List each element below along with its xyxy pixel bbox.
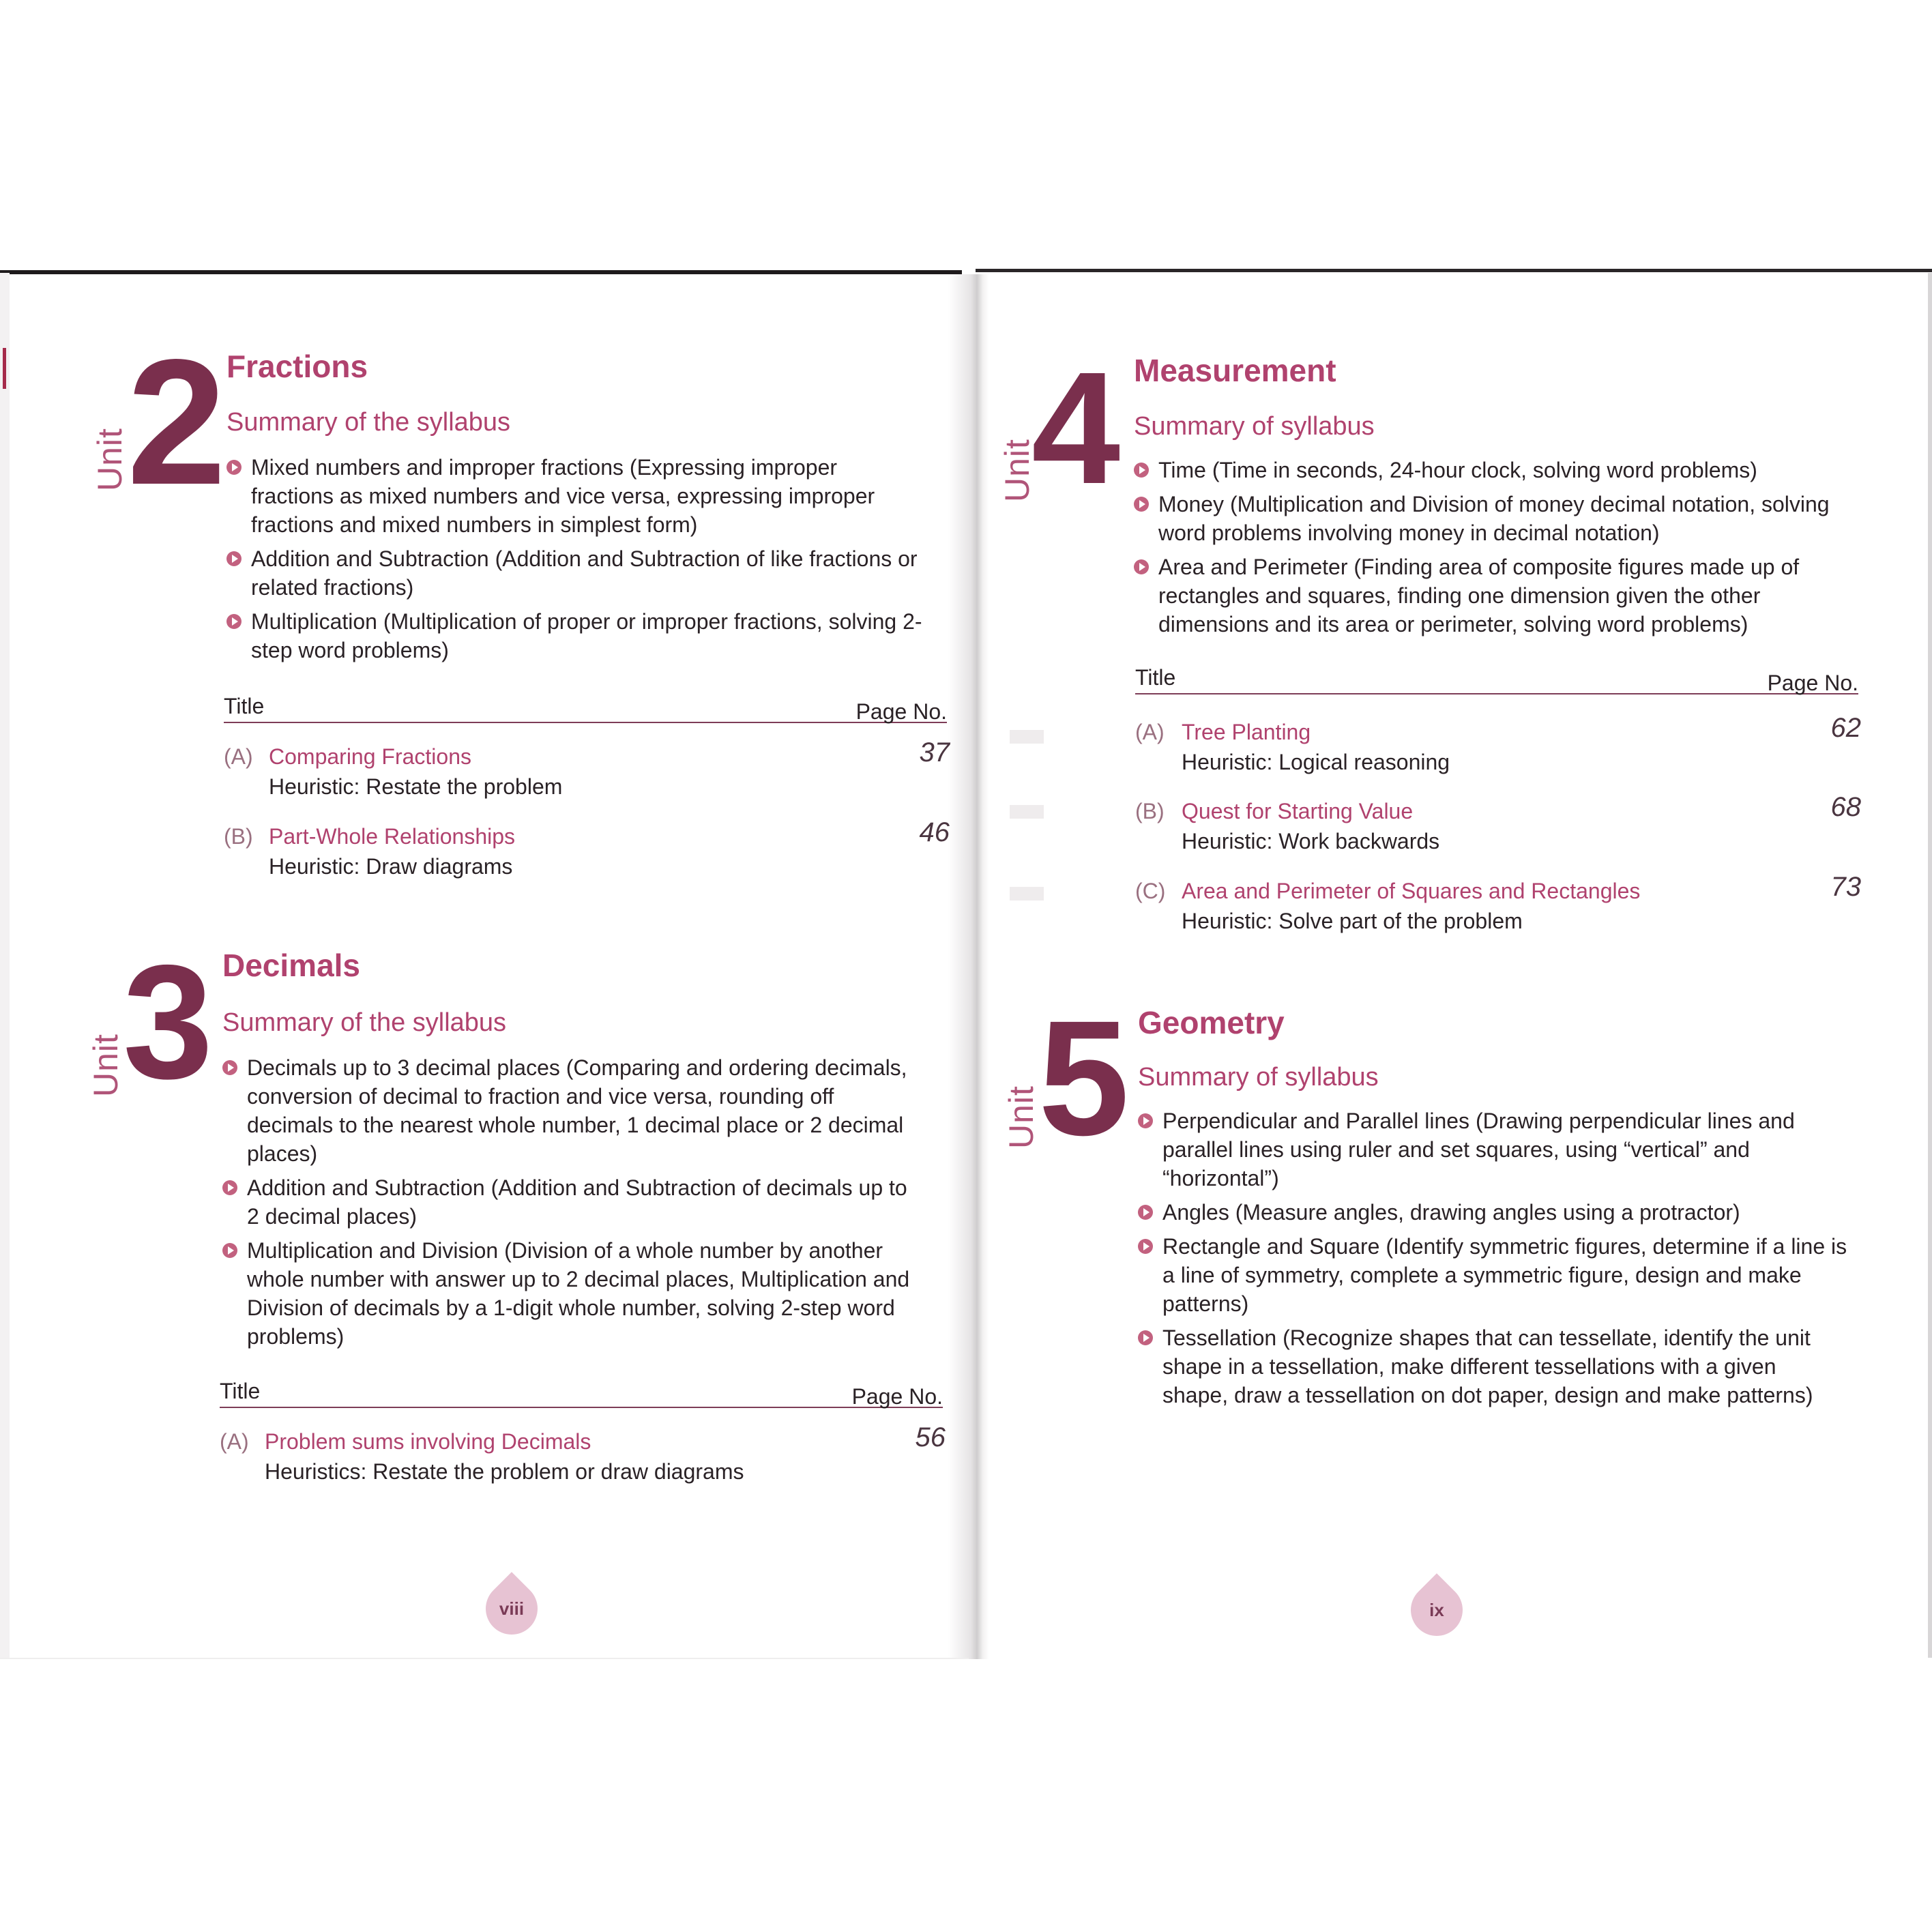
entry-letter: (A) [224,744,253,769]
page-top-edge-left [0,270,962,274]
unit-title: Decimals [222,948,361,983]
syllabus-list [222,1053,922,1356]
play-bullet-icon [1138,1239,1153,1254]
list-item [222,1236,922,1351]
entry-heuristic: Heuristic: Solve part of the problem [1182,909,1523,933]
list-item [1138,1198,1847,1227]
unit-label: Unit [998,439,1036,502]
unit-number: 5 [1038,986,1130,1169]
play-bullet-icon [226,614,241,629]
list-item [226,453,922,539]
entry-letter: (A) [1135,720,1165,744]
bullet-text: Money (Multiplication and Division of money decimal notation, solving word problems involving money in decimal notation) [1158,492,1830,545]
unit-number: 3 [123,932,214,1113]
page-bottom-edge [0,1658,969,1659]
list-item [222,1173,922,1231]
unit-title: Measurement [1134,353,1336,388]
play-bullet-icon [1134,497,1149,512]
play-bullet-icon [226,551,241,566]
entry-title-link[interactable]: Area and Perimeter of Squares and Rectangles [1182,879,1641,903]
bullet-text: Angles (Measure angles, drawing angles using a protractor) [1162,1200,1740,1225]
entry-heuristic: Heuristics: Restate the problem or draw diagrams [265,1459,744,1484]
entry-letter: (C) [1135,879,1166,903]
bullet-text: Decimals up to 3 decimal places (Comparing and ordering decimals, conversion of decimal to fraction and vice versa, rounding off decimals to the nearest whole number, 1 decimal place or 2 decimal places) [247,1055,907,1166]
contents-table-header [1135,664,1858,694]
page-number: ix [1429,1600,1444,1620]
title-column-header: Title [1135,665,1176,690]
bullet-text: Time (Time in seconds, 24-hour clock, solving word problems) [1158,458,1757,482]
bullet-text: Tessellation (Recognize shapes that can tessellate, identify the unit shape in a tessellation, make different tessellations with a given shape, draw a tessellation on dot paper, design and make patterns) [1162,1326,1813,1407]
bullet-text: Addition and Subtraction (Addition and Subtraction of like fractions or related fractions) [251,546,918,600]
entry-letter: (B) [1135,799,1165,823]
entry-heuristic: Heuristic: Restate the problem [269,774,563,799]
bullet-text: Addition and Subtraction (Addition and Subtraction of decimals up to 2 decimal places) [247,1175,907,1229]
bleed-through-mark [1003,730,1057,969]
left-page-edge [0,273,10,1658]
right-page-edge [1928,273,1932,1658]
play-bullet-icon [1134,559,1149,574]
entry-page-number: 46 [919,817,950,847]
entry-title-link[interactable]: Problem sums involving Decimals [265,1429,591,1454]
entry-page-number: 56 [915,1422,946,1452]
play-bullet-icon [222,1243,237,1258]
play-bullet-icon [1138,1205,1153,1220]
list-item [1134,456,1836,484]
bullet-text: Area and Perimeter (Finding area of composite figures made up of rectangles and squares, finding one dimension given the other dimensions and its area or perimeter, solving word problems) [1158,555,1800,636]
page-number: viii [499,1598,525,1619]
list-item [1138,1107,1847,1192]
entry-title-link[interactable]: Part-Whole Relationships [269,824,516,849]
title-column-header: Title [220,1379,261,1403]
play-bullet-icon [1134,463,1149,478]
play-bullet-icon [1138,1330,1153,1345]
list-item [226,544,922,602]
table-row[interactable] [1135,792,1861,858]
entry-page-number: 62 [1830,713,1861,743]
page-column-header: Page No. [855,699,947,724]
list-item [1134,490,1836,547]
summary-heading: Summary of the syllabus [222,1008,507,1037]
summary-heading: Summary of syllabus [1134,412,1375,441]
play-bullet-icon [222,1180,237,1195]
list-item [1138,1232,1847,1318]
bleed-through-shapes [1003,730,1057,962]
bullet-text: Mixed numbers and improper fractions (Expressing improper fractions as mixed numbers and vice versa, expressing improper fractions and mixed numbers in simplest form) [251,455,875,537]
contents-table-header [224,693,947,723]
page-column-header: Page No. [1767,671,1858,695]
edge-tab-mark [3,348,6,389]
table-row[interactable] [220,1422,946,1489]
page-number-badge [486,1583,538,1635]
list-item [1138,1323,1847,1409]
summary-heading: Summary of syllabus [1138,1063,1379,1092]
entry-heuristic: Heuristic: Work backwards [1182,829,1440,853]
page-top-edge-right [976,269,1932,272]
play-bullet-icon [1138,1113,1153,1128]
syllabus-list [1134,456,1836,644]
entry-heuristic: Heuristic: Logical reasoning [1182,750,1450,774]
entry-page-number: 37 [919,737,950,767]
unit-title: Geometry [1138,1005,1285,1040]
bullet-text: Multiplication (Multiplication of proper or improper fractions, solving 2-step word problems) [251,609,922,662]
table-row[interactable] [224,737,950,804]
unit-number: 2 [127,322,226,522]
title-column-header: Title [224,694,265,718]
page-number-badge [1411,1584,1463,1636]
entry-title-link[interactable]: Tree Planting [1182,720,1311,744]
unit-title: Fractions [226,349,368,384]
page-column-header: Page No. [851,1384,943,1409]
unit-label: Unit [1002,1085,1040,1149]
book-gutter [948,274,989,1659]
unit-label: Unit [87,1034,125,1097]
entry-page-number: 68 [1830,792,1861,822]
bullet-text: Perpendicular and Parallel lines (Drawing perpendicular lines and parallel lines using ruler and set squares, using “vertical” and “horizontal”) [1162,1109,1795,1190]
entry-letter: (A) [220,1429,249,1454]
unit-number: 4 [1031,338,1121,517]
syllabus-list [1138,1107,1847,1415]
bullet-text: Rectangle and Square (Identify symmetric figures, determine if a line is a line of symmetry, complete a symmetric figure, design and make patterns) [1162,1234,1847,1316]
list-item [1134,553,1836,639]
entry-page-number: 73 [1830,872,1861,902]
bullet-text: Multiplication and Division (Division of a whole number by another whole number with answer up to 2 decimal places, Multiplication and Division of decimals by a 1-digit whole number, solving 2-step word problems) [247,1238,910,1349]
entry-letter: (B) [224,824,253,849]
list-item [222,1053,922,1168]
entry-title-link[interactable]: Quest for Starting Value [1182,799,1414,823]
list-item [226,607,922,664]
entry-title-link[interactable]: Comparing Fractions [269,744,471,769]
table-row[interactable] [224,817,950,883]
table-row[interactable] [1135,713,1861,779]
play-bullet-icon [222,1060,237,1075]
play-bullet-icon [226,460,241,475]
contents-table-header [220,1378,943,1408]
syllabus-list [226,453,922,670]
entry-heuristic: Heuristic: Draw diagrams [269,854,513,879]
unit-label: Unit [91,428,129,491]
table-row[interactable] [1135,872,1861,938]
summary-heading: Summary of the syllabus [226,408,511,437]
